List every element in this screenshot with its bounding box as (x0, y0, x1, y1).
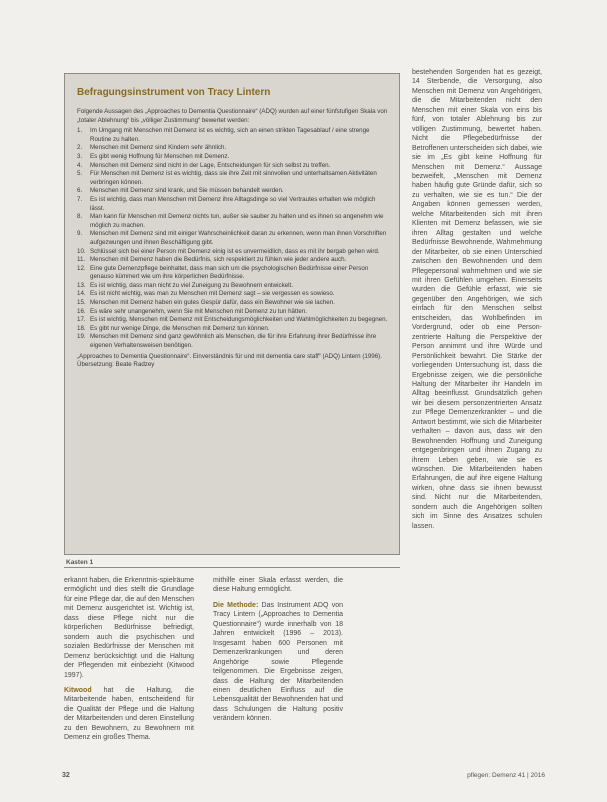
statement-text: Es gibt wenig Hoffnung für Menschen mit Demenz. (90, 152, 230, 160)
statement-text: Menschen mit Demenz sind krank, und Sie müssen behandelt werden. (90, 187, 284, 195)
statement-item (77, 282, 390, 291)
statement-number: 4. (77, 161, 83, 169)
statement-text: Menschen mit Demenz sind nicht in der Lage, Entscheidungen für sich selbst zu treffen. (90, 161, 331, 169)
statement-item (77, 248, 390, 257)
bottom-middle-column (213, 576, 343, 766)
statement-item (77, 265, 390, 282)
caption-divider (64, 567, 400, 568)
statement-item (77, 213, 390, 230)
statement-text: Es ist wichtig, dass man Menschen mit Demenz ihre Alltagsdinge so viel Vertrautes erhalten wie möglich lässt. (90, 195, 376, 212)
page-number: 32 (62, 772, 70, 779)
statement-item (77, 325, 390, 334)
statement-item (77, 196, 390, 213)
statement-number: 9. (77, 230, 83, 238)
statement-number: 17. (77, 316, 86, 324)
bottom-left-paragraph-2 (64, 686, 194, 743)
statement-item (77, 153, 390, 162)
info-box (64, 73, 400, 555)
right-column (412, 68, 542, 780)
magazine-footer: pflegen: Demenz 41 | 2016 (467, 772, 545, 779)
right-column-text: bestehenden Sorgenden hat es gezeigt, 14 Sterbende, die Versorgung, also Menschen mit Demenz von Angehörigen, die die Mitarbeitenden nicht den Menschen mit einer Skala von eins bis fünf, von totaler Ablehnung bis zur völligen Zustimmung, bewertet haben. Nicht die Pflegebedürfnisse der Betroffenen unterscheiden sich dabei, wie sie im „Es gibt keine Hoffnung für Menschen mit Demenz.“ Aussage bezweifelt, „Menschen mit Demenz haben häufig gute Gründe dafür, sich so zu verhalten, wie sie es tun.“ Die der Angaben können gemessen werden, welche Mitarbeitenden sich mit ihren Klienten mit Demenz befassen, wie sie ihren Alltag gestalten und welche Bedürfnisse Bewohnende, Wahrnehmung der Mitarbeiter, ob sie einen Unterschied zwischen den Bewohnenden und dem Pflegepersonal wahrnehmen und wie sie mit ihren Gefühlen umgehen. Einerseits wurden die Gefühle erfasst, wie sie gegenüber den Angehörigen, wie sich einfach für den Menschen selbst entscheiden, das Wohlbefinden im Vordergrund, oder ob eine Person-zentrierte Haltung die Perspektive der Person annimmt und ihre Würde und Persönlichkeit bewahrt. Die Stärke der vorliegenden Untersuchung ist, dass die Ergebnisse zeigen, wie die persönliche Haltung der Mitarbeiter ihr Handeln im Alltag beeinflusst. Grundsätzlich gehen wir bei diesem personzentrierten Ansatz zur Pflege Demenzerkrankter – und die Antwort bestimmt, wie sich die Mitarbeiter verhalten – davon aus, dass wir den Bewohnenden Hoffnung und Zuneigung entgegenbringen und ihnen Zugang zu ihrem Leben geben, wie sie es wünschen. Die Mitarbeitenden haben Erfahrungen, die auf ihre eigene Haltung wirken, ohne dass sie ihnen bewusst sind. Nicht nur die Mitarbeitenden, sondern auch die Angehörigen sollten sich im Sinne des Ansatzes schulen lassen. (412, 69, 542, 530)
statement-text: Für Menschen mit Demenz ist es wichtig, dass sie ihre Zeit mit sinnvollen und unterhaltsamen Aktivitäten verbringen können. (90, 170, 377, 186)
statement-item (77, 144, 390, 153)
statement-number: 16. (77, 307, 86, 315)
statement-number: 14. (77, 290, 86, 298)
statement-number: 8. (77, 213, 83, 221)
statement-text: Es ist wichtig, dass man nicht zu viel Zuneigung zu Bewohnern entwickelt. (90, 281, 293, 289)
bottom-left-column (64, 576, 194, 766)
statement-number: 10. (77, 247, 86, 255)
statement-number: 15. (77, 299, 86, 307)
statement-text: Im Umgang mit Menschen mit Demenz ist es wichtig, sich an einen strikten Tagesablauf / eine strenge Routine zu halten. (90, 127, 370, 143)
statement-text: Es wäre sehr unangenehm, wenn Sie mit Menschen mit Demenz zu tun hätten. (90, 307, 308, 315)
statement-item (77, 187, 390, 196)
statement-item (77, 299, 390, 308)
statement-text: Menschen mit Demenz sind mit einiger Wahrscheinlichkeit daran zu erkennen, wenn man ihnen Vorschriften aufgezwungen und ihnen Beschäftigung gibt. (90, 230, 387, 246)
statement-item (77, 308, 390, 317)
box-intro: Folgende Aussagen des „Approaches to Dementia Questionnaire“ (ADQ) wurden auf einer fünfstufigen Skala von „totaler Ablehnung“ bis „völliger Zustimmung“ bewertet werden: (77, 108, 388, 124)
statement-number: 13. (77, 281, 86, 289)
statement-item (77, 316, 390, 325)
box-source: „Approaches to Dementia Questionnaire“. Einverständnis für und mit dementia care staff“ (ADQ) Lintern (1996). Übersetzung: Beate Radzey (77, 352, 382, 369)
statement-text: Es ist nicht wichtig, was man zu Menschen mit Demenz sagt – sie vergessen es sowieso. (90, 290, 335, 298)
statement-item (77, 230, 390, 247)
statement-text: Menschen mit Demenz sind Kindern sehr ähnlich. (90, 144, 227, 152)
statement-number: 7. (77, 195, 83, 203)
paragraph-body: hat die Haltung, die Mitarbeitende haben, entscheidend für die Qualität der Pflege und die Haltung der Mitarbeitenden und deren Einstellung zu den Bewohnern, zu Bewohnern mit Demenz ein großes Thema. (64, 686, 194, 742)
statement-text: Menschen mit Demenz haben ein gutes Gespür dafür, dass ein Bewohner wie sie lachen. (90, 299, 335, 307)
bottom-left-paragraph-1: erkannt haben, die Erkenntnis-spielräume ermöglicht und dies stellt die Grundlage für eine Pflege dar, die auf den Menschen mit Demenz ausgerichtet ist. Wichtig ist, dass diese Pflege nicht nur die körperlichen Bedürfnisse befriedigt, sondern auch die psychischen und sozialen Bedürfnisse der Menschen mit Demenz berücksichtigt und die Haltung der Pflegenden mit einbezieht (Kitwood 1997). (64, 577, 194, 679)
statement-text: Menschen mit Demenz haben die Bedürfnis, sich respektiert zu fühlen wie jeder andere auch. (90, 256, 347, 264)
paragraph-lead: Kitwood (64, 686, 92, 694)
statement-list (77, 127, 390, 350)
statement-text: Es ist wichtig, Menschen mit Demenz mit Entscheidungsmöglichkeiten und Wahlmöglichkeiten zu begegnen. (90, 316, 388, 324)
statement-item (77, 333, 390, 350)
statement-item (77, 290, 390, 299)
statement-number: 6. (77, 187, 83, 195)
paragraph-body: Das Instrument ADQ von Tracy Lintern („Approaches to Dementia Questionnaire“) wurde innerhalb von 18 Jahren entwickelt (1996 – 2013). Insgesamt haben 600 Personen mit Demenzerkrankungen und deren Angehörige sowie Pflegende teilgenommen. Die Ergebnisse zeigen, dass die Haltung der Mitarbeitenden einen deutlichen Einfluss auf die Lebensqualität der Bewohnenden hat und dass Schulungen die Haltung positiv verändern können. (213, 601, 343, 723)
statement-number: 18. (77, 324, 86, 332)
statement-number: 19. (77, 333, 86, 341)
statement-number: 1. (77, 127, 83, 135)
statement-item (77, 162, 390, 171)
statement-item (77, 127, 390, 144)
statement-item (77, 170, 390, 187)
statement-text: Man kann für Menschen mit Demenz nichts tun, außer sie sauber zu halten und es ihnen so angenehm wie möglich zu machen. (90, 213, 384, 229)
box-title: Befragungsinstrument von Tracy Lintern (77, 87, 271, 98)
statement-text: Eine gute Demenzpflege beinhaltet, dass man sich um die psychologischen Bedürfnisse einer Person genauso kümmert wie um ihre körperlichen Bedürfnisse. (90, 264, 369, 281)
statement-number: 5. (77, 170, 83, 178)
paragraph-lead: Die Methode: (213, 601, 259, 609)
bottom-middle-paragraph-2 (213, 601, 343, 724)
statement-number: 11. (77, 256, 86, 264)
statement-number: 12. (77, 264, 86, 272)
bottom-middle-paragraph-1: mithilfe einer Skala erfasst werden, die diese Haltung ermöglicht. (213, 577, 343, 594)
statement-item (77, 256, 390, 265)
statement-text: Schlüssel sich bei einer Person mit Demenz einig ist es unvermeidlich, dass es mit ihr bergab gehen wird. (90, 247, 380, 255)
statement-number: 3. (77, 152, 83, 160)
statement-number: 2. (77, 144, 83, 152)
statement-text: Menschen mit Demenz sind ganz gewöhnlich als Menschen, die für ihre Erfahrung ihrer Bedürfnisse ihre eigenen Verhaltensweisen benötigen. (90, 333, 377, 350)
box-caption: Kasten 1 (66, 559, 94, 566)
statement-text: Es gibt nur wenige Dinge, die Menschen mit Demenz tun können. (90, 324, 270, 332)
